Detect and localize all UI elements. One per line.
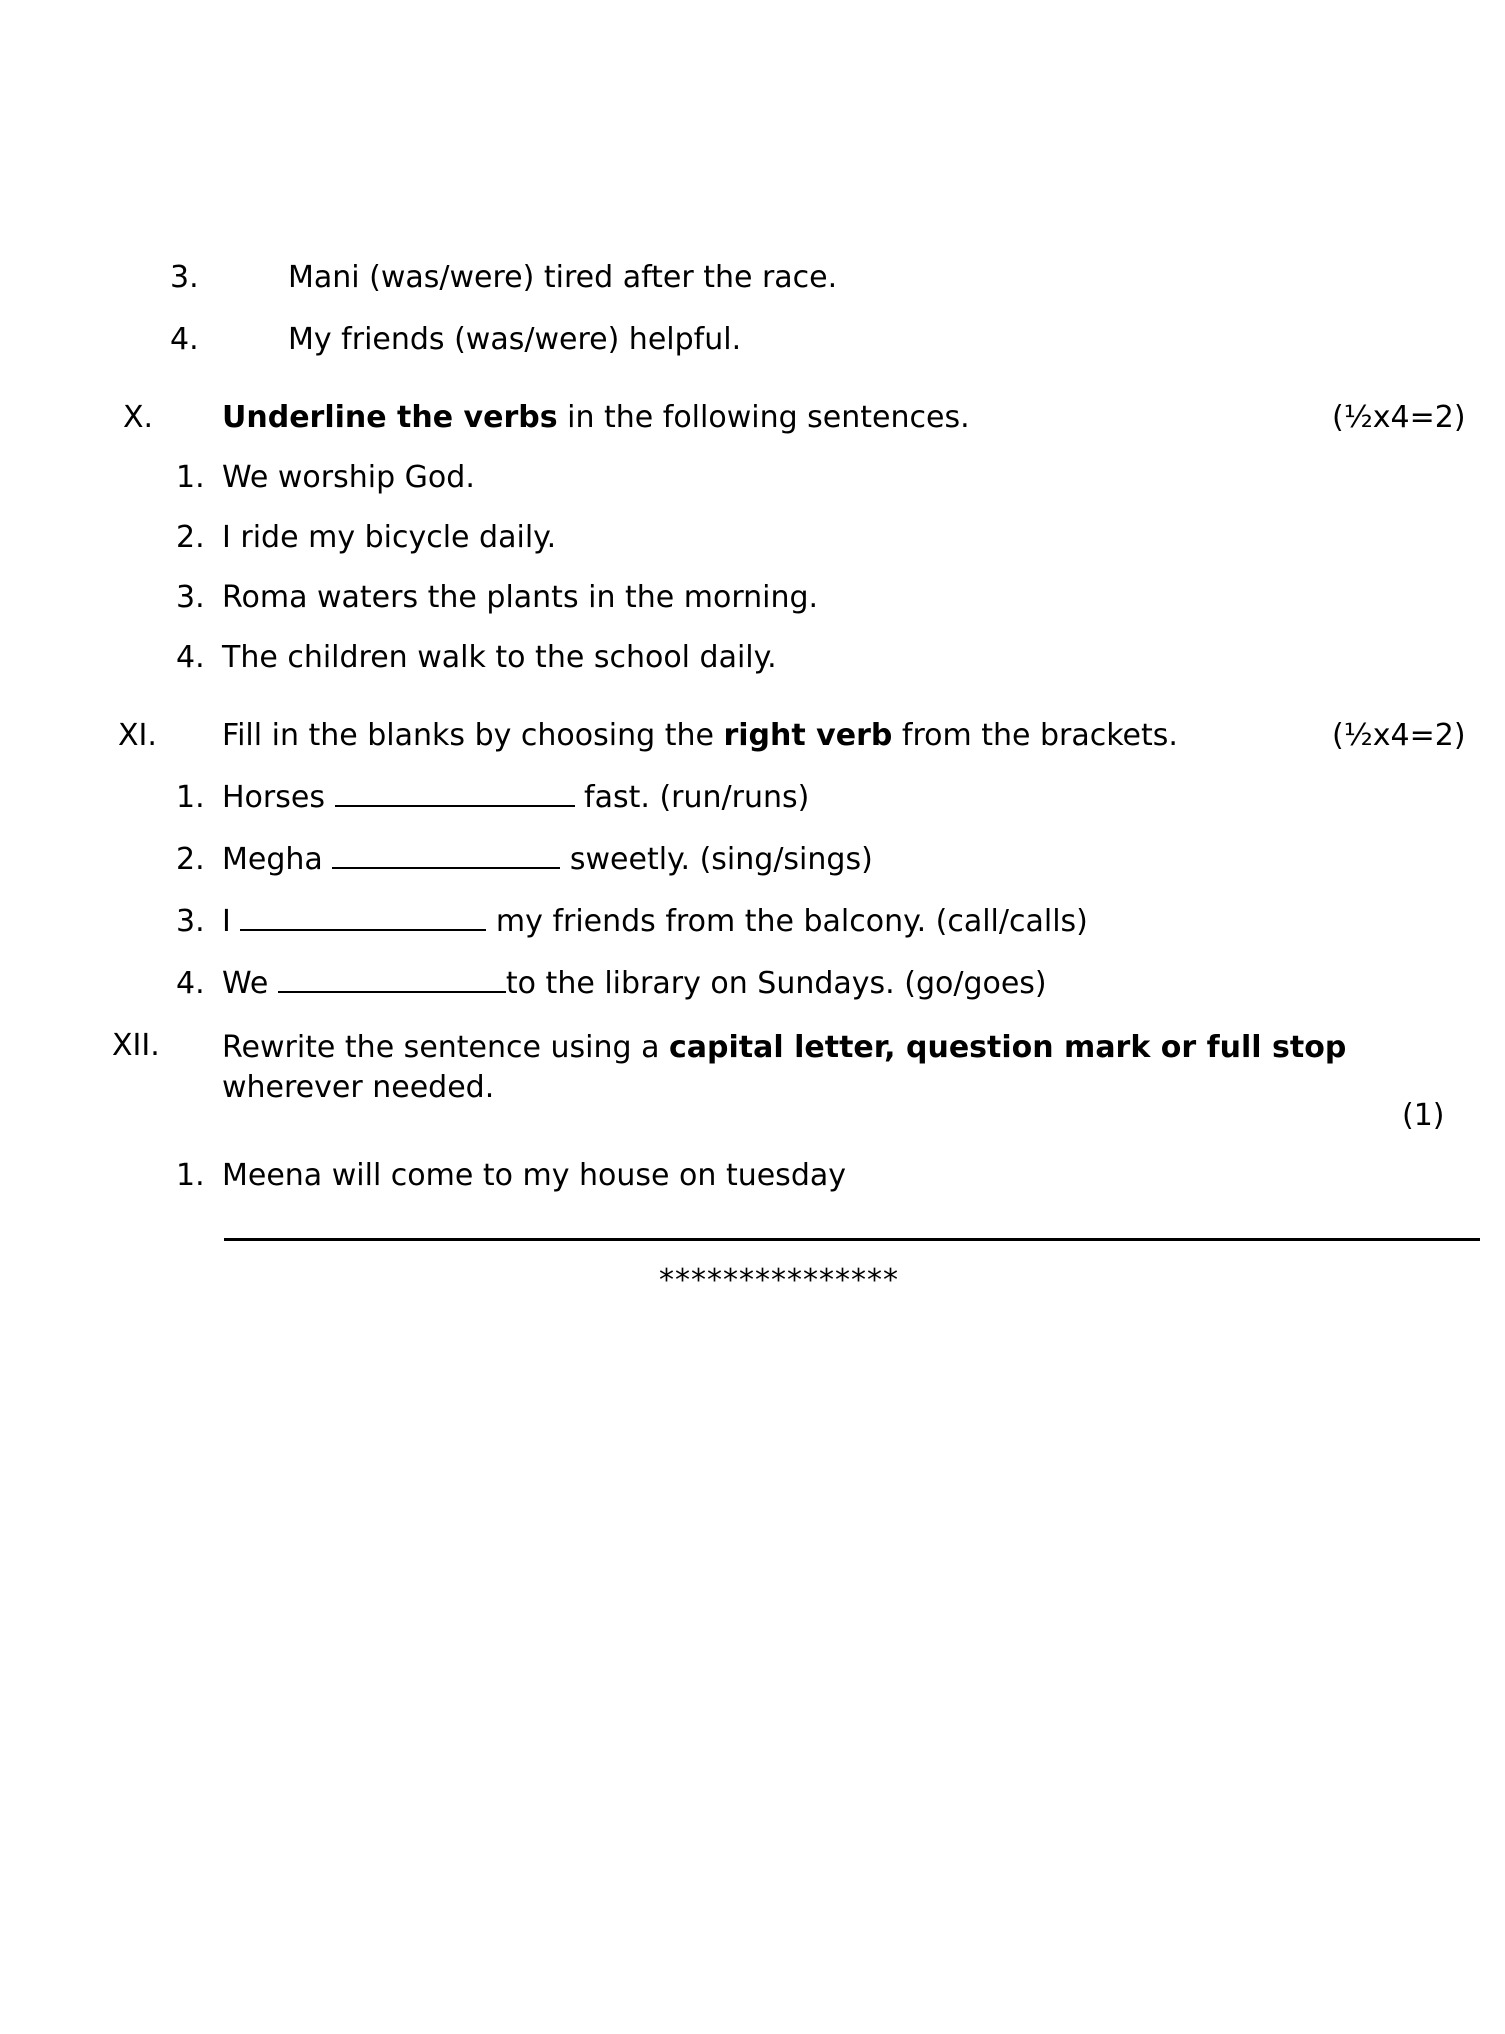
fill-blank-before: Megha	[222, 842, 333, 877]
list-item-number: 3.	[176, 904, 205, 939]
section-prompt-x-rest: in the following sentences.	[557, 400, 970, 435]
list-item-number: 3.	[176, 580, 205, 615]
fill-blank-item	[222, 966, 1047, 1002]
list-item-text: Meena will come to my house on tuesday	[222, 1158, 846, 1193]
fill-blank-before: I	[222, 904, 241, 939]
fill-blank-item	[222, 842, 873, 878]
fill-blank-after: fast. (run/runs)	[574, 780, 810, 815]
answer-blank[interactable]	[335, 805, 575, 807]
section-prompt-xii-rest: wherever needed.	[222, 1070, 495, 1105]
answer-blank[interactable]	[278, 991, 506, 993]
section-prompt-x	[222, 400, 970, 436]
footer-asterisks: ***************	[659, 1263, 899, 1298]
section-marks-xi: (½x4=2)	[1332, 718, 1466, 753]
fill-blank-item	[222, 904, 1088, 940]
list-item-number: 1.	[176, 1158, 205, 1193]
answer-blank[interactable]	[332, 867, 560, 869]
list-item-number: 1.	[176, 780, 205, 815]
section-prompt-xi-pre: Fill in the blanks by choosing the	[222, 718, 724, 753]
fill-blank-after: to the library on Sundays. (go/goes)	[505, 966, 1047, 1001]
list-item-text: I ride my bicycle daily.	[222, 520, 557, 555]
section-marks-xii: (1)	[1402, 1098, 1445, 1133]
list-item-number: 4.	[176, 640, 205, 675]
section-prompt-xii	[222, 1028, 1472, 1108]
section-marks-x: (½x4=2)	[1332, 400, 1466, 435]
fill-blank-after: sweetly. (sing/sings)	[560, 842, 873, 877]
list-item-text: Roma waters the plants in the morning.	[222, 580, 819, 615]
list-item-number: 4.	[176, 966, 205, 1001]
section-prompt-xi-rest: from the brackets.	[892, 718, 1178, 753]
list-item-text: My friends (was/were) helpful.	[288, 322, 742, 357]
fill-blank-after: my friends from the balcony. (call/calls)	[486, 904, 1088, 939]
list-item-text: The children walk to the school daily.	[222, 640, 777, 675]
footer-rule	[224, 1238, 1480, 1241]
list-item-number: 3.	[170, 260, 199, 295]
section-number-xii: XII.	[112, 1028, 160, 1063]
section-prompt-xi-bold: right verb	[723, 718, 893, 753]
section-prompt-xii-bold: capital letter, question mark or full stop	[669, 1030, 1347, 1065]
section-prompt-xii-pre: Rewrite the sentence using a	[222, 1030, 669, 1065]
list-item-number: 2.	[176, 842, 205, 877]
list-item-number: 4.	[170, 322, 199, 357]
section-prompt-x-bold: Underline the verbs	[222, 400, 558, 435]
list-item-text: Mani (was/were) tired after the race.	[288, 260, 838, 295]
list-item-number: 2.	[176, 520, 205, 555]
section-prompt-xi	[222, 718, 1178, 754]
list-item-number: 1.	[176, 460, 205, 495]
list-item-text: We worship God.	[222, 460, 475, 495]
section-number-x: X.	[123, 400, 154, 435]
fill-blank-before: We	[222, 966, 278, 1001]
section-number-xi: XI.	[118, 718, 157, 753]
fill-blank-item	[222, 780, 809, 816]
answer-blank[interactable]	[240, 929, 486, 931]
fill-blank-before: Horses	[222, 780, 335, 815]
